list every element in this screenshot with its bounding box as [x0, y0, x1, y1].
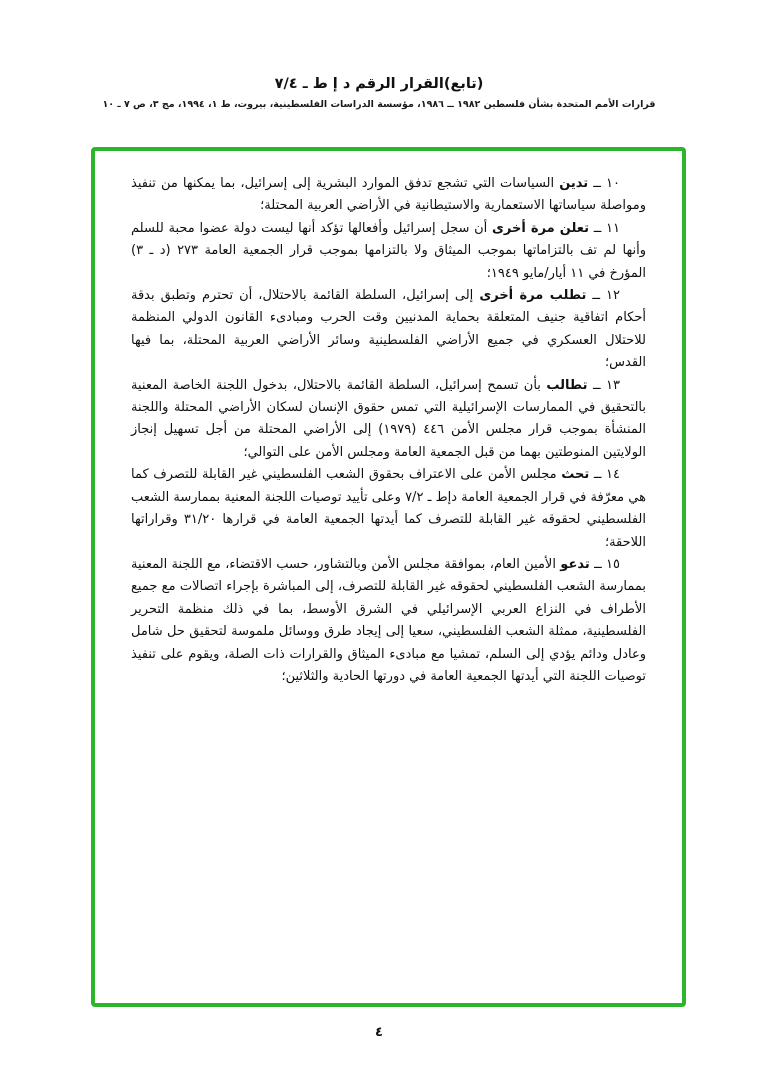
paragraph-13 [131, 375, 646, 465]
document-header [0, 76, 758, 110]
source-citation-line: قرارات الأمم المتحدة بشأن فلسطين ١٩٨٢ ــ ١٩٨٦، مؤسسة الدراسات الفلسطينية، بيروت، ط ١، ١٩٩٤، مج ٣، ص ٧ ـ ١٠ [102, 99, 656, 110]
paragraph-lead: تطالب [546, 377, 588, 393]
paragraph-lead: تدعو [560, 556, 590, 572]
paragraph-text: إلى إسرائيل، السلطة القائمة بالاحتلال، أن تحترم وتطبق بدقة أحكام اتفاقية جنيف المتعلقة بحماية المدنيين وقت الحرب ومبادىء القانون الدولي المنظمة للاحتلال العسكري في جميع الأراضي الفلسطينية وسائر الأراضي العربية المحتلة، بما فيها القدس؛ [131, 288, 646, 371]
resolution-content [131, 173, 646, 688]
paragraph-lead: تدين [559, 176, 589, 191]
paragraph-14 [131, 464, 646, 554]
paragraph-number: ١٤ ــ [593, 467, 621, 483]
document-title: (تابع)القرار الرقم د إ ط ـ ٧/٤ [274, 76, 484, 92]
paragraph-text: السياسات التي تشجع تدفق الموارد البشرية إلى إسرائيل، بما يمكنها من تنفيذ ومواصلة سياساتها الاستعمارية والاستيطانية في الأراضي العربية المحتلة؛ [131, 176, 646, 214]
paragraph-lead: تعلن مرة أخرى [492, 220, 590, 236]
paragraph-lead: تطلب مرة أخرى [479, 288, 587, 304]
page-number: ٤ [375, 1025, 383, 1040]
paragraph-number: ١١ ــ [593, 220, 621, 236]
paragraph-text: الأمين العام، بموافقة مجلس الأمن وبالتشاور، حسب الاقتضاء، مع اللجنة المعنية بممارسة الشعب الفلسطيني لحقوقه غير القابلة للتصرف، إلى المباشرة بإجراء اتصالات مع جميع الأطراف في النزاع العربي الإسرائيلي في الشرق الأوسط، بما في ذلك منظمة التحرير الفلسطينية، ممثلة الشعب الفلسطيني، سعيا إلى إيجاد طرق ووسائل ملموسة لتحقيق حل شامل وعادل ودائم يؤدي إلى السلم، تمشيا مع مبادىء الميثاق والقرارات ذات الصلة، ويقوم على تنفيذ توصيات اللجنة التي أيدتها الجمعية العامة في دورتها الحادية والثلاثين؛ [131, 556, 646, 684]
paragraph-15 [131, 554, 646, 688]
paragraph-10 [131, 173, 646, 218]
paragraph-number: ١٠ ــ [593, 176, 620, 191]
resolution-text-box [91, 147, 686, 1007]
paragraph-number: ١٢ ــ [592, 288, 620, 304]
paragraph-text: بأن تسمح إسرائيل، السلطة القائمة بالاحتلال، بدخول اللجنة الخاصة المعنية بالتحقيق في الممارسات الإسرائيلية التي تمس حقوق الإنسان لسكان الأراضي المحتلة واللجنة المنشأة بموجب قرار مجلس الأمن ٤٤٦ (١٩٧٩) إلى الأراضي المحتلة من أجل تسهيل إنجاز الولايتين المنوطتين بهما من قبل الجمعية العامة ومجلس الأمن على التوالي؛ [131, 377, 646, 460]
paragraph-number: ١٣ ــ [592, 377, 620, 393]
paragraph-lead: تحث [561, 467, 590, 483]
paragraph-11 [131, 218, 646, 285]
paragraph-12 [131, 285, 646, 375]
paragraph-number: ١٥ ــ [594, 556, 620, 572]
paragraph-text: أن سجل إسرائيل وأفعالها تؤكد أنها ليست دولة عضوا محبة للسلم وأنها لم تف بالتزاماتها بموجب الميثاق ولا بالتزامها بموجب قرار الجمعية العامة ٢٧٣ (د ـ ٣) المؤرخ في ١١ أيار/مايو ١٩٤٩؛ [131, 220, 646, 281]
paragraph-text: مجلس الأمن على الاعتراف بحقوق الشعب الفلسطيني غير القابلة للتصرف كما هي معرّفة في قرار الجمعية العامة دإط ـ ٧/٢ وعلى تأييد توصيات اللجنة المعنية بممارسة الشعب الفلسطيني لحقوقه غير القابلة للتصرف كما أيدتها الجمعية العامة في قرارها ٣١/٢٠ وقراراتها اللاحقة؛ [131, 467, 646, 550]
